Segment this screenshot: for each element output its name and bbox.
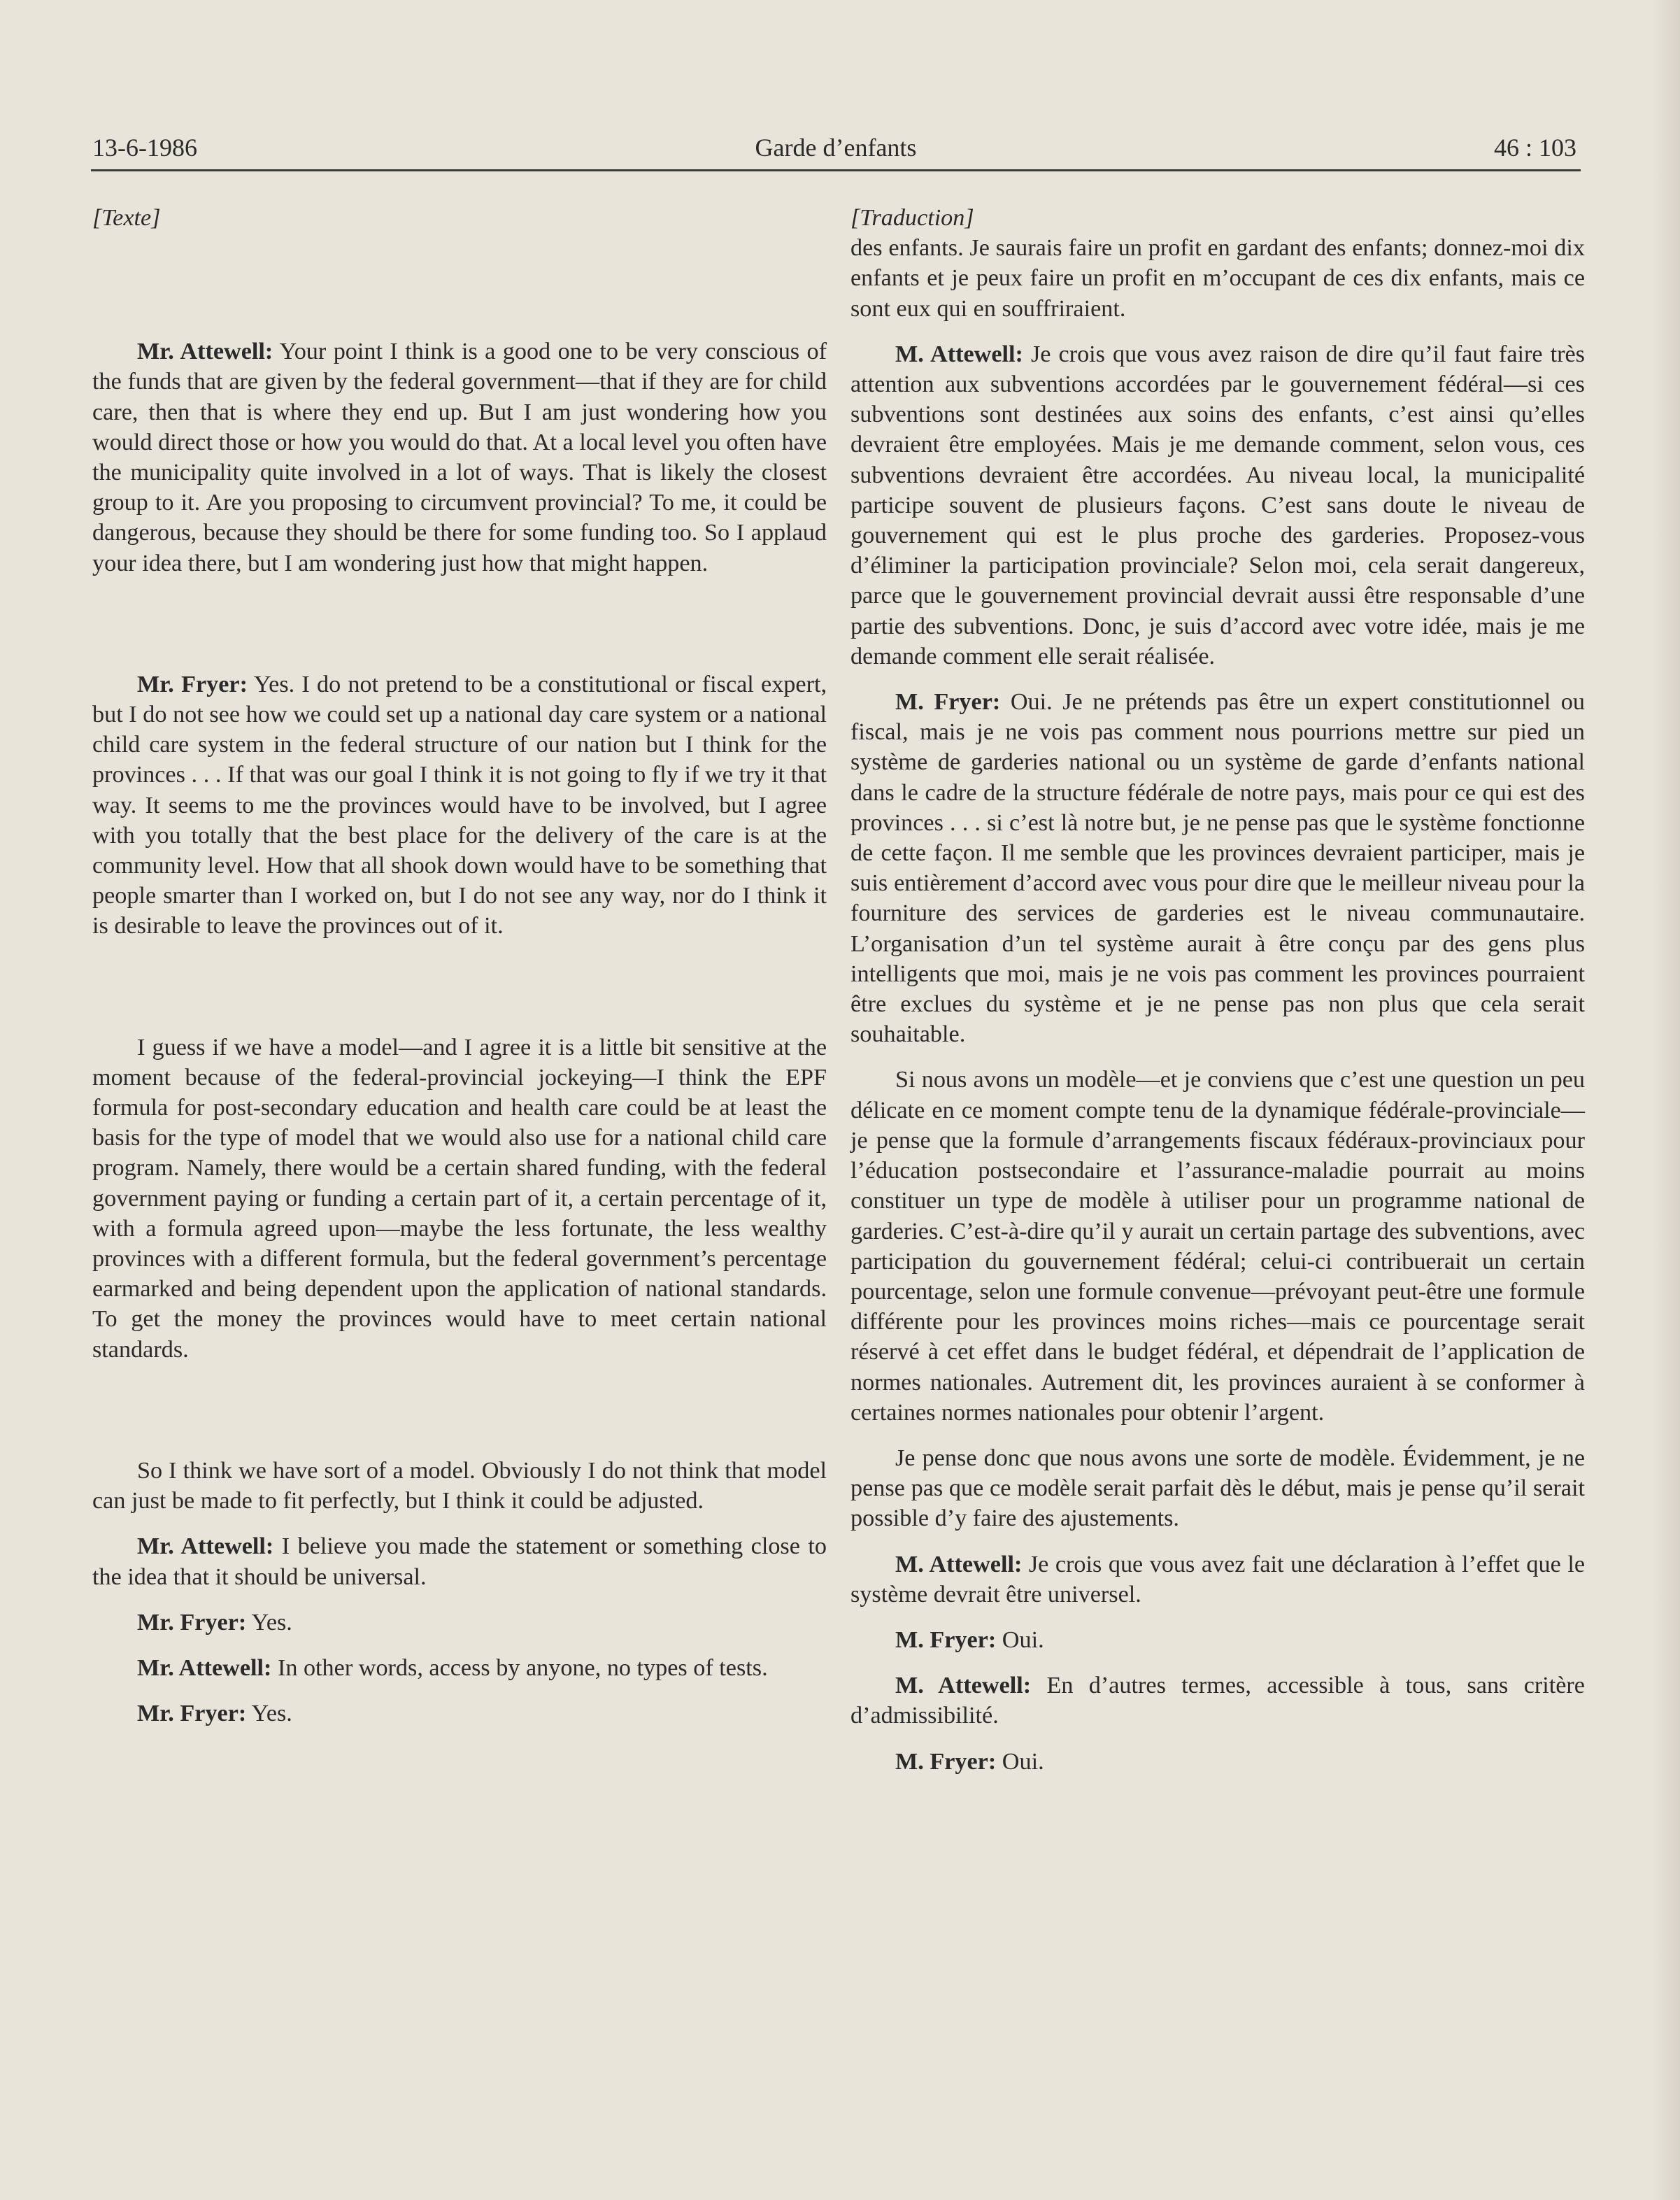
paragraph xyxy=(92,1698,827,1729)
paragraph-text: En d’autres termes, accessible à tous, sans critère d’admissibilité. xyxy=(850,1673,1585,1729)
speaker-name: Mr. Fryer: xyxy=(137,671,248,697)
paragraph-text: I guess if we have a model—and I agree it is a little bit sensitive at the moment because of the federal-provincial jockeying—I think the EPF formula for post-secondary education and health care could be at least the basis for the type of model that we would also use for a national child care program. Namely, there would be a certain shared funding, with the federal government paying or funding a certain part of it, a certain percentage of it, with a formula agreed upon—maybe the less fortunate, the less wealthy provinces with a different formula, but the federal government’s percentage earmarked and being dependent upon the application of national standards. To get the money the provinces would have to meet certain national standards. xyxy=(92,1034,827,1363)
paragraph xyxy=(850,1670,1585,1731)
continued-paragraph: des enfants. Je saurais faire un profit en gardant des enfants; donnez-moi dix enfants et je peux faire un profit en m’occupant de ces dix enfants, mais ce sont eux qui en souffriraient. xyxy=(850,235,1585,322)
paragraph xyxy=(850,1065,1585,1427)
paragraph-text: Yes. xyxy=(246,1701,292,1727)
paragraph xyxy=(92,336,827,579)
paragraph xyxy=(92,1531,827,1591)
speaker-name: M. Fryer: xyxy=(895,1748,997,1775)
paragraph xyxy=(92,1608,827,1638)
header-page-number: 46 : 103 xyxy=(1493,134,1576,162)
paragraph-text: Oui. xyxy=(996,1748,1044,1775)
speaker-name: M. Attewell: xyxy=(895,1551,1023,1577)
paragraph xyxy=(850,1625,1585,1655)
paragraph xyxy=(850,687,1585,1049)
paragraph xyxy=(850,1443,1585,1534)
paragraph xyxy=(850,1549,1585,1610)
paragraph-text: Your point I think is a good one to be very conscious of the funds that are given by the federal government—that if they are for child care, then that is where they end up. But I am just wondering how you would direct those or how you would do that. At a local level you often have the municipality quite involved in a lot of ways. That is likely the closest group to it. Are you proposing to circumvent provincial? To me, it could be dangerous, because they should be there for some funding too. So I applaud your idea there, but I am wondering just how that might happen. xyxy=(92,339,827,576)
paragraph-text: Oui. Je ne prétends pas être un expert constitutionnel ou fiscal, mais je ne vois pas comment nous pourrions mettre sur pied un système de garderies national ou un système de garde d’enfants national dans le cadre de la structure fédérale de notre pays, mais pour ce qui est des provinces . . . si c’est là notre but, je ne pense pas que le système fonctionne de cette façon. Il me semble que les provinces devraient participer, mais je suis entièrement d’accord avec vous pour dire que le meilleur niveau pour la fourniture des services de garderies est le niveau communautaire. L’organisation d’un tel système aurait à être conçu par des gens plus intelligents que moi, mais je ne vois pas comment les provinces pourraient être exclues du système et je ne pense pas non plus que cela serait souhaitable. xyxy=(850,689,1585,1048)
paragraph-text: So I think we have sort of a model. Obviously I do not think that model can just be made to fit perfectly, but I think it could be adjusted. xyxy=(92,1457,827,1514)
paragraph-text: Yes. xyxy=(246,1609,292,1635)
paragraph-text: In other words, access by anyone, no types of tests. xyxy=(271,1654,768,1681)
left-column xyxy=(92,203,827,1729)
speaker-name: M. Fryer: xyxy=(895,1626,997,1653)
speaker-name: Mr. Fryer: xyxy=(137,1609,247,1635)
paragraph-text: Yes. I do not pretend to be a constitutional or fiscal expert, but I do not see how we could set up a national day care system or a national child care system in the federal structure of our nation but I think for the provinces . . . If that was our goal I think it is not going to fly if we try it that way. It seems to me the provinces would have to be involved, but I agree with you totally that the best place for the delivery of the care is at the community level. How that all shook down would have to be something that people smarter than I worked on, but I do not see any way, nor do I think it is desirable to leave the provinces out of it. xyxy=(92,671,827,939)
header-date: 13-6-1986 xyxy=(92,134,197,162)
speaker-name: Mr. Fryer: xyxy=(137,1701,247,1727)
paragraph-text: Oui. xyxy=(996,1626,1044,1653)
paragraph xyxy=(92,1653,827,1683)
speaker-name: Mr. Attewell: xyxy=(137,339,273,365)
speaker-name: Mr. Attewell: xyxy=(137,1654,272,1681)
paragraph xyxy=(850,339,1585,672)
left-column-tag: [Texte] xyxy=(92,205,161,231)
paragraph-text: Si nous avons un modèle—et je conviens que c’est une question un peu délicate en ce moment compte tenu de la dynamique fédérale-provinciale—je pense que la formule d’arrangements fiscaux fédéraux-provinciaux pour l’éducation postsecondaire et l’assurance-maladie pourrait au moins constituer un type de modèle à utiliser pour un programme national de garderies. C’est-à-dire qu’il y aurait un certain partage des subventions, avec participation du gouvernement fédéral; celui-ci contribuerait un certain pourcentage, selon une formule convenue—prévoyant peut-être une formule différente pour les provinces moins riches—mais ce pourcentage serait réservé à cet effet dans le budget fédéral, et dépendrait de l’application de normes nationales. Autrement dit, les provinces auraient à se conformer à certaines normes nationales pour obtenir l’argent. xyxy=(850,1067,1585,1426)
speaker-name: M. Attewell: xyxy=(895,1673,1032,1699)
speaker-name: M. Attewell: xyxy=(895,341,1023,367)
paragraph xyxy=(850,1747,1585,1777)
paragraph-text: Je pense donc que nous avons une sorte de modèle. Évidemment, je ne pense pas que ce modèle serait parfait dès le début, mais je pense qu’il serait possible d’y faire des ajustements. xyxy=(850,1445,1585,1532)
speaker-name: Mr. Attewell: xyxy=(137,1533,274,1560)
paragraph-text: Je crois que vous avez raison de dire qu’il faut faire très attention aux subventions accordées par le gouvernement fédéral—si ces subventions sont destinées aux soins des enfants, c’est ainsi qu’elles devraient être employées. Mais je me demande comment, selon vous, ces subventions devraient être accordées. Au niveau local, la municipalité participe souvent de plusieurs façons. C’est sans doute le niveau de gouvernement qui est le plus proche des garderies. Proposez-vous d’éliminer la participation provinciale? Selon moi, cela serait dangereux, parce que le gouvernement provincial devrait aussi être responsable d’une partie des subventions. Donc, je suis d’accord avec votre idée, mais je me demande comment elle serait réalisée. xyxy=(850,341,1585,669)
paragraph-text: Je crois que vous avez fait une déclaration à l’effet que le système devrait être universel. xyxy=(850,1551,1585,1608)
speaker-name: M. Fryer: xyxy=(895,689,1001,716)
paragraph-text: I believe you made the statement or something close to the idea that it should be universal. xyxy=(92,1533,827,1590)
running-header xyxy=(91,126,1581,171)
right-column-tag: [Traduction] xyxy=(850,205,974,231)
paragraph xyxy=(92,1456,827,1516)
page-edge-shadow xyxy=(1652,0,1680,2200)
header-title: Garde d’enfants xyxy=(755,134,917,162)
paragraph xyxy=(92,1032,827,1365)
paragraph xyxy=(92,669,827,942)
right-column xyxy=(850,203,1585,1777)
